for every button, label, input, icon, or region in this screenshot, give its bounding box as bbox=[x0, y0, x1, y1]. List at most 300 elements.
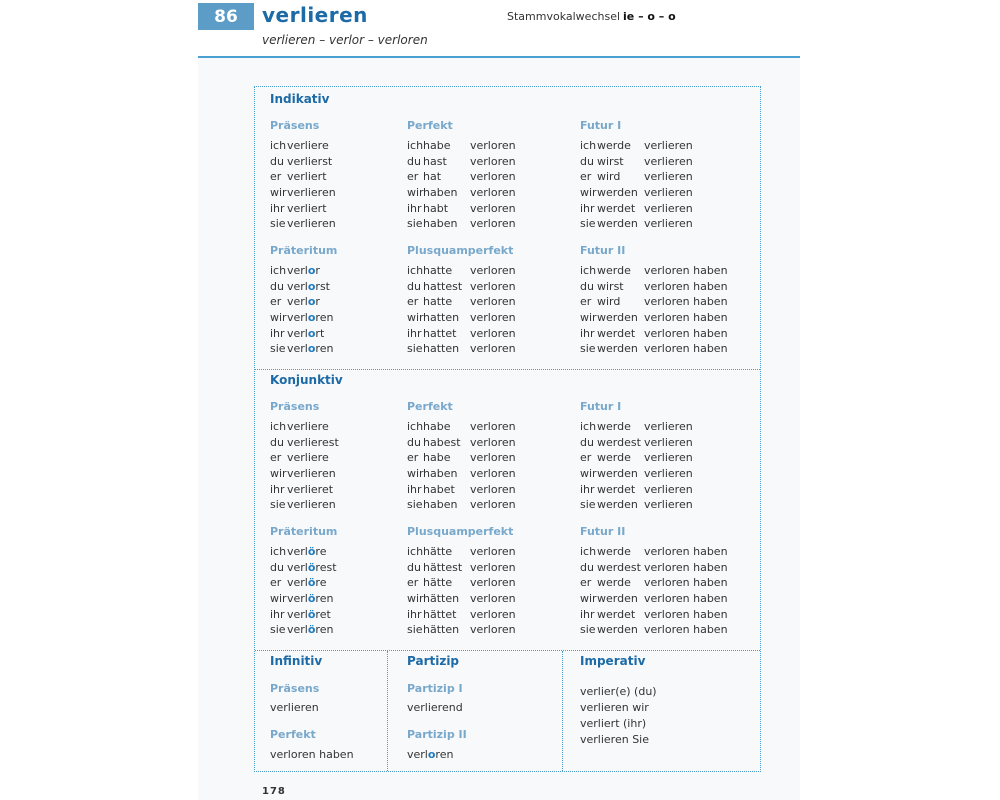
pronoun: ihr bbox=[580, 482, 595, 496]
auxiliary-verb: hättet bbox=[423, 607, 457, 621]
main-verb: verloren haben bbox=[644, 279, 728, 293]
divider-col-1 bbox=[387, 651, 388, 771]
conjugation-row bbox=[270, 138, 336, 154]
pronoun: ich bbox=[580, 420, 597, 433]
auxiliary-verb: wird bbox=[597, 170, 621, 184]
conjugation-row bbox=[407, 279, 516, 295]
auxiliary-verb: werdet bbox=[597, 326, 636, 340]
main-verb: verloren bbox=[470, 326, 516, 340]
pronoun: du bbox=[580, 560, 594, 574]
indikativ-praeteritum-label: Präteritum bbox=[270, 244, 338, 257]
conjugation-row bbox=[580, 435, 693, 451]
auxiliary-verb: habest bbox=[423, 435, 461, 449]
partizip-1-value: verlierend bbox=[407, 701, 463, 714]
stem-vowel: ö bbox=[307, 592, 316, 606]
konjunktiv-futur2-label: Futur II bbox=[580, 525, 626, 538]
conjugation-row bbox=[407, 622, 516, 638]
auxiliary-verb: habt bbox=[423, 201, 449, 215]
auxiliary-verb: habe bbox=[423, 420, 451, 433]
auxiliary-verb: werdet bbox=[597, 607, 636, 621]
auxiliary-verb: habe bbox=[423, 451, 451, 465]
pronoun: er bbox=[407, 295, 419, 309]
main-verb: verloren bbox=[470, 607, 516, 621]
main-verb: verlieren bbox=[644, 201, 693, 215]
conjugation-row bbox=[270, 341, 333, 357]
verb-form: verlierst bbox=[287, 154, 333, 168]
indikativ-futur2-label: Futur II bbox=[580, 244, 626, 257]
main-verb: verloren bbox=[470, 295, 516, 309]
konjunktiv-praeteritum-label: Präteritum bbox=[270, 525, 338, 538]
konjunktiv-futur2-rows bbox=[580, 544, 728, 638]
conjugation-row bbox=[580, 263, 728, 279]
verb-ending: r bbox=[315, 295, 320, 309]
conjugation-row bbox=[580, 154, 693, 170]
main-verb: verloren bbox=[470, 420, 516, 433]
pronoun: er bbox=[580, 451, 592, 465]
auxiliary-verb: hättest bbox=[423, 560, 463, 574]
infinitiv-perfekt-value: verloren haben bbox=[270, 748, 354, 761]
divider-konjunktiv bbox=[255, 369, 760, 370]
pronoun: du bbox=[580, 279, 594, 293]
konjunktiv-perfekt-label: Perfekt bbox=[407, 400, 453, 413]
conjugation-row bbox=[407, 326, 516, 342]
conjugation-row bbox=[407, 591, 516, 607]
stem-vowel: o bbox=[307, 311, 316, 325]
imperativ-title: Imperativ bbox=[580, 654, 646, 668]
konjunktiv-plusquamperfekt-label: Plusquamperfekt bbox=[407, 525, 514, 538]
auxiliary-verb: werden bbox=[597, 311, 638, 325]
auxiliary-verb: werde bbox=[597, 420, 631, 433]
conjugation-row bbox=[580, 497, 693, 513]
main-verb: verlieren bbox=[644, 186, 693, 200]
verb-stem: verl bbox=[287, 264, 308, 277]
pronoun: wir bbox=[580, 186, 597, 200]
verb-ending: ren bbox=[315, 311, 334, 325]
verb-stem: verl bbox=[287, 326, 308, 340]
indikativ-praesens-rows bbox=[270, 138, 336, 232]
verb-ending: rest bbox=[315, 560, 337, 574]
pronoun: du bbox=[270, 435, 284, 449]
auxiliary-verb: werde bbox=[597, 264, 631, 277]
verb-ending: rst bbox=[315, 279, 330, 293]
auxiliary-verb: werdest bbox=[597, 560, 641, 574]
conjugation-row bbox=[407, 607, 516, 623]
pronoun: ihr bbox=[407, 326, 422, 340]
verb-form: verlieren bbox=[287, 217, 336, 231]
conjugation-row bbox=[580, 326, 728, 342]
conjugation-row bbox=[407, 450, 516, 466]
conjugation-row bbox=[580, 591, 728, 607]
main-verb: verloren haben bbox=[644, 342, 728, 356]
auxiliary-verb: hätten bbox=[423, 592, 460, 606]
main-verb: verloren bbox=[470, 264, 516, 277]
indikativ-praesens-label: Präsens bbox=[270, 119, 320, 132]
verb-form: verlierest bbox=[287, 435, 339, 449]
conjugation-row bbox=[270, 497, 339, 513]
conjugation-row bbox=[270, 185, 336, 201]
auxiliary-verb: hattet bbox=[423, 326, 457, 340]
conjugation-row bbox=[270, 216, 336, 232]
auxiliary-verb: hattest bbox=[423, 279, 463, 293]
pronoun: sie bbox=[580, 342, 596, 356]
pronoun: er bbox=[270, 170, 282, 184]
main-verb: verloren bbox=[470, 154, 516, 168]
main-verb: verloren haben bbox=[644, 295, 728, 309]
main-verb: verloren haben bbox=[644, 607, 728, 621]
main-verb: verlieren bbox=[644, 451, 693, 465]
verb-form: verlieret bbox=[287, 482, 334, 496]
infinitiv-praesens-label: Präsens bbox=[270, 682, 320, 695]
verb-title: verlieren bbox=[262, 3, 368, 27]
auxiliary-verb: hätte bbox=[423, 576, 453, 590]
pronoun: wir bbox=[407, 467, 424, 481]
main-verb: verloren haben bbox=[644, 592, 728, 606]
conjugation-row bbox=[270, 294, 333, 310]
partizip-1-label: Partizip I bbox=[407, 682, 463, 695]
verb-form: verliert bbox=[287, 170, 327, 184]
conjugation-row bbox=[407, 216, 516, 232]
main-verb: verloren haben bbox=[644, 560, 728, 574]
stem-vowel: o bbox=[307, 326, 316, 340]
stem-vowel: o bbox=[307, 279, 316, 293]
auxiliary-verb: wirst bbox=[597, 154, 624, 168]
verb-stem: verl bbox=[287, 342, 308, 356]
conjugation-row bbox=[270, 154, 336, 170]
verb-ending: re bbox=[315, 545, 327, 558]
verb-ending: ren bbox=[315, 342, 334, 356]
verb-form: verliere bbox=[287, 139, 329, 152]
main-verb: verloren bbox=[470, 186, 516, 200]
verb-stem: verl bbox=[287, 311, 308, 325]
conjugation-row bbox=[270, 482, 339, 498]
conjugation-row bbox=[407, 169, 516, 185]
main-verb: verlieren bbox=[644, 154, 693, 168]
auxiliary-verb: haben bbox=[423, 498, 458, 512]
conjugation-row bbox=[407, 497, 516, 513]
stem-vowel-pattern: ie – o – o bbox=[623, 10, 676, 23]
verb-stem: verl bbox=[287, 607, 308, 621]
konjunktiv-praesens-rows bbox=[270, 419, 339, 513]
pronoun: er bbox=[407, 170, 419, 184]
conjugation-row bbox=[270, 591, 337, 607]
pronoun: ihr bbox=[580, 607, 595, 621]
conjugation-row bbox=[270, 607, 337, 623]
main-verb: verloren bbox=[470, 170, 516, 184]
konjunktiv-title: Konjunktiv bbox=[270, 373, 343, 387]
auxiliary-verb: hat bbox=[423, 170, 442, 184]
main-verb: verloren bbox=[470, 498, 516, 512]
partizip-2-label: Partizip II bbox=[407, 728, 467, 741]
konjunktiv-futur1-label: Futur I bbox=[580, 400, 622, 413]
partizip-title: Partizip bbox=[407, 654, 460, 668]
main-verb: verloren bbox=[470, 592, 516, 606]
auxiliary-verb: werdet bbox=[597, 201, 636, 215]
main-verb: verloren bbox=[470, 279, 516, 293]
indikativ-praeteritum-rows bbox=[270, 263, 333, 357]
main-verb: verloren bbox=[470, 467, 516, 481]
pronoun: ihr bbox=[270, 326, 285, 340]
auxiliary-verb: werden bbox=[597, 186, 638, 200]
main-verb: verloren bbox=[470, 560, 516, 574]
conjugation-row bbox=[407, 138, 516, 154]
conjugation-row bbox=[270, 279, 333, 295]
pronoun: ihr bbox=[407, 607, 422, 621]
pronoun: ich bbox=[407, 545, 424, 558]
indikativ-futur2-rows bbox=[580, 263, 728, 357]
main-verb: verloren bbox=[470, 451, 516, 465]
infinitiv-title: Infinitiv bbox=[270, 654, 323, 668]
verb-ending: ren bbox=[315, 592, 334, 606]
principal-parts: verlieren – verlor – verloren bbox=[262, 33, 428, 47]
conjugation-row bbox=[407, 419, 516, 435]
pronoun: du bbox=[407, 560, 421, 574]
main-verb: verloren bbox=[470, 482, 516, 496]
imperativ-row: verlieren Sie bbox=[580, 733, 650, 746]
conjugation-row bbox=[580, 216, 693, 232]
auxiliary-verb: hatte bbox=[423, 264, 453, 277]
conjugation-row bbox=[407, 435, 516, 451]
auxiliary-verb: wird bbox=[597, 295, 621, 309]
conjugation-row bbox=[580, 310, 728, 326]
auxiliary-verb: werden bbox=[597, 623, 638, 637]
main-verb: verlieren bbox=[644, 467, 693, 481]
auxiliary-verb: werde bbox=[597, 451, 631, 465]
verb-stem: verl bbox=[287, 592, 308, 606]
indikativ-plusquamperfekt-rows bbox=[407, 263, 516, 357]
auxiliary-verb: werde bbox=[597, 545, 631, 558]
pronoun: wir bbox=[580, 592, 597, 606]
pronoun: sie bbox=[407, 623, 423, 637]
konjunktiv-futur1-rows bbox=[580, 419, 693, 513]
auxiliary-verb: werden bbox=[597, 592, 638, 606]
conjugation-row bbox=[580, 560, 728, 576]
main-verb: verlieren bbox=[644, 170, 693, 184]
stem-vowel: ö bbox=[307, 560, 316, 574]
pronoun: ihr bbox=[580, 326, 595, 340]
infinitiv-praesens-value: verlieren bbox=[270, 701, 319, 714]
pronoun: ich bbox=[580, 545, 597, 558]
pronoun: er bbox=[270, 451, 282, 465]
konjunktiv-perfekt-rows bbox=[407, 419, 516, 513]
verb-form: verliert bbox=[287, 201, 327, 215]
conjugation-row bbox=[580, 138, 693, 154]
pronoun: wir bbox=[407, 186, 424, 200]
pronoun: sie bbox=[407, 498, 423, 512]
auxiliary-verb: werden bbox=[597, 217, 638, 231]
imperativ-row: verliert (ihr) bbox=[580, 717, 647, 730]
pronoun: er bbox=[580, 170, 592, 184]
stem-vowel: ö bbox=[307, 545, 316, 558]
auxiliary-verb: werden bbox=[597, 498, 638, 512]
verb-stem: verl bbox=[287, 576, 308, 590]
conjugation-row bbox=[580, 607, 728, 623]
pronoun: sie bbox=[407, 217, 423, 231]
pronoun: sie bbox=[270, 498, 286, 512]
conjugation-row bbox=[580, 419, 693, 435]
conjugation-row bbox=[580, 622, 728, 638]
auxiliary-verb: werdest bbox=[597, 435, 641, 449]
conjugation-row bbox=[270, 326, 333, 342]
imperativ-row: verlier(e) (du) bbox=[580, 685, 657, 698]
verb-ending: ret bbox=[315, 607, 331, 621]
conjugation-row bbox=[270, 169, 336, 185]
pronoun: du bbox=[270, 279, 284, 293]
conjugation-row bbox=[407, 575, 516, 591]
conjugation-row bbox=[407, 185, 516, 201]
conjugation-row bbox=[407, 263, 516, 279]
verb-form: verlieren bbox=[287, 467, 336, 481]
verb-stem: verl bbox=[287, 560, 308, 574]
verb-ending: ren bbox=[315, 623, 334, 637]
stem-vowel: ö bbox=[307, 623, 316, 637]
conjugation-row bbox=[580, 294, 728, 310]
auxiliary-verb: werde bbox=[597, 576, 631, 590]
main-verb: verlieren bbox=[644, 482, 693, 496]
auxiliary-verb: habet bbox=[423, 482, 455, 496]
pronoun: ihr bbox=[407, 482, 422, 496]
auxiliary-verb: werde bbox=[597, 139, 631, 152]
verb-form: verlieren bbox=[287, 186, 336, 200]
pronoun: ihr bbox=[407, 201, 422, 215]
pronoun: wir bbox=[580, 467, 597, 481]
indikativ-futur1-rows bbox=[580, 138, 693, 232]
pronoun: er bbox=[270, 295, 282, 309]
verb-number-badge: 86 bbox=[198, 3, 254, 30]
auxiliary-verb: hatte bbox=[423, 295, 453, 309]
conjugation-row bbox=[580, 450, 693, 466]
main-verb: verloren bbox=[470, 435, 516, 449]
pronoun: wir bbox=[407, 311, 424, 325]
conjugation-row bbox=[407, 544, 516, 560]
conjugation-row bbox=[580, 279, 728, 295]
conjugation-row bbox=[407, 201, 516, 217]
conjugation-row bbox=[580, 169, 693, 185]
auxiliary-verb: hast bbox=[423, 154, 447, 168]
pronoun: sie bbox=[270, 342, 286, 356]
pronoun: ihr bbox=[580, 201, 595, 215]
auxiliary-verb: hatten bbox=[423, 311, 460, 325]
pronoun: ich bbox=[580, 264, 597, 277]
divider-col-2 bbox=[562, 651, 563, 771]
stem-vowel: o bbox=[307, 264, 316, 277]
page-number: 178 bbox=[262, 786, 286, 797]
main-verb: verloren haben bbox=[644, 264, 728, 277]
conjugation-row bbox=[270, 466, 339, 482]
pronoun: du bbox=[407, 154, 421, 168]
indikativ-title: Indikativ bbox=[270, 92, 330, 106]
main-verb: verloren bbox=[470, 311, 516, 325]
verb-header bbox=[198, 0, 800, 58]
pronoun: du bbox=[580, 154, 594, 168]
pronoun: sie bbox=[270, 623, 286, 637]
auxiliary-verb: haben bbox=[423, 217, 458, 231]
pronoun: ich bbox=[270, 420, 287, 433]
main-verb: verlieren bbox=[644, 217, 693, 231]
main-verb: verloren bbox=[470, 217, 516, 231]
imperativ-forms bbox=[580, 684, 657, 748]
auxiliary-verb: haben bbox=[423, 467, 458, 481]
stem-vowel: ö bbox=[307, 576, 316, 590]
pronoun: er bbox=[580, 295, 592, 309]
pronoun: er bbox=[270, 576, 282, 590]
conjugation-row bbox=[270, 575, 337, 591]
pronoun: er bbox=[407, 576, 419, 590]
pronoun: ich bbox=[407, 139, 424, 152]
conjugation-row bbox=[407, 341, 516, 357]
main-verb: verloren haben bbox=[644, 311, 728, 325]
verb-stem: verl bbox=[287, 279, 308, 293]
main-verb: verloren bbox=[470, 545, 516, 558]
indikativ-perfekt-label: Perfekt bbox=[407, 119, 453, 132]
conjugation-row bbox=[407, 560, 516, 576]
konjunktiv-praeteritum-rows bbox=[270, 544, 337, 638]
pronoun: ich bbox=[580, 139, 597, 152]
pronoun: wir bbox=[270, 311, 287, 325]
verb-stem: verl bbox=[287, 623, 308, 637]
indikativ-futur1-label: Futur I bbox=[580, 119, 622, 132]
imperativ-row: verlieren wir bbox=[580, 701, 649, 714]
pronoun: wir bbox=[580, 311, 597, 325]
conjugation-row bbox=[270, 310, 333, 326]
pronoun: sie bbox=[407, 342, 423, 356]
auxiliary-verb: hatten bbox=[423, 342, 460, 356]
conjugation-row bbox=[407, 482, 516, 498]
main-verb: verloren haben bbox=[644, 623, 728, 637]
conjugation-row bbox=[580, 482, 693, 498]
stem-vowel: ö bbox=[307, 607, 316, 621]
pronoun: wir bbox=[407, 592, 424, 606]
pronoun: wir bbox=[270, 186, 287, 200]
indikativ-plusquamperfekt-label: Plusquamperfekt bbox=[407, 244, 514, 257]
auxiliary-verb: wirst bbox=[597, 279, 624, 293]
main-verb: verlieren bbox=[644, 435, 693, 449]
verb-stem: verl bbox=[287, 295, 308, 309]
pronoun: wir bbox=[270, 592, 287, 606]
conjugation-row bbox=[270, 450, 339, 466]
pronoun: du bbox=[407, 279, 421, 293]
verb-ending: rt bbox=[315, 326, 325, 340]
divider-bottom bbox=[255, 650, 760, 651]
conjugation-row bbox=[580, 341, 728, 357]
conjugation-row bbox=[270, 419, 339, 435]
konjunktiv-praesens-label: Präsens bbox=[270, 400, 320, 413]
verb-form: verliere bbox=[287, 451, 329, 465]
main-verb: verloren bbox=[470, 623, 516, 637]
pronoun: ich bbox=[270, 139, 287, 152]
verb-ending: r bbox=[315, 264, 320, 277]
main-verb: verlieren bbox=[644, 498, 693, 512]
pronoun: sie bbox=[270, 217, 286, 231]
auxiliary-verb: werdet bbox=[597, 482, 636, 496]
pronoun: ich bbox=[270, 545, 287, 558]
stem-vowel: o bbox=[307, 342, 316, 356]
conjugation-row bbox=[270, 560, 337, 576]
conjugation-row bbox=[407, 294, 516, 310]
conjugation-row bbox=[407, 310, 516, 326]
pronoun: du bbox=[270, 560, 284, 574]
pronoun: du bbox=[270, 154, 284, 168]
pronoun: ich bbox=[270, 264, 287, 277]
infinitiv-perfekt-label: Perfekt bbox=[270, 728, 316, 741]
conjugation-row bbox=[580, 185, 693, 201]
verb-form: verliere bbox=[287, 420, 329, 433]
main-verb: verloren haben bbox=[644, 576, 728, 590]
verb-stem: verl bbox=[287, 545, 308, 558]
pronoun: ihr bbox=[270, 201, 285, 215]
pronoun: ihr bbox=[270, 482, 285, 496]
pronoun: er bbox=[580, 576, 592, 590]
verb-ending: re bbox=[315, 576, 327, 590]
